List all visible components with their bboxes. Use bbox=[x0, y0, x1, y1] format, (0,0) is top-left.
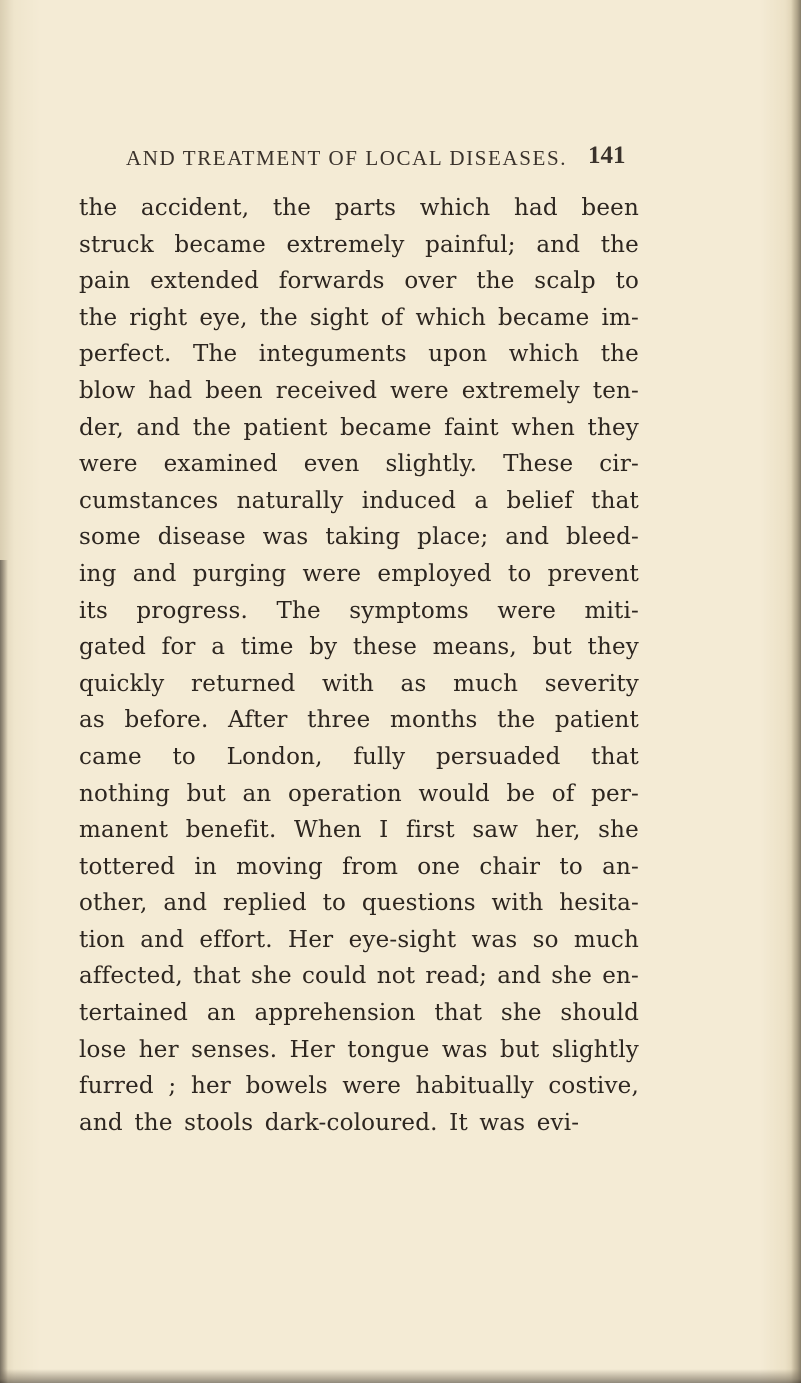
text-line: tottered in moving from one chair to an- bbox=[79, 853, 639, 880]
text-line: struck became extremely painful; and the bbox=[79, 231, 639, 258]
text-line: some disease was taking place; and bleed- bbox=[79, 524, 639, 551]
running-head: AND TREATMENT OF LOCAL DISEASES. bbox=[126, 146, 568, 170]
page-edge-shadow bbox=[791, 0, 801, 1383]
text-line: lose her senses. Her tongue was but slightly bbox=[79, 1036, 639, 1063]
body-text bbox=[79, 190, 639, 1141]
text-line: the right eye, the sight of which became im- bbox=[79, 304, 639, 331]
text-line: cumstances naturally induced a belief that bbox=[79, 487, 639, 514]
text-line: other, and replied to questions with hesita- bbox=[79, 890, 639, 917]
text-line: tertained an apprehension that she should bbox=[79, 1000, 639, 1027]
text-line: the accident, the parts which had been bbox=[79, 195, 639, 221]
text-line: were examined even slightly. These cir- bbox=[79, 451, 639, 478]
page-bottom-shadow bbox=[0, 1369, 801, 1383]
text-line: gated for a time by these means, but they bbox=[79, 634, 639, 661]
text-line: quickly returned with as much severity bbox=[79, 670, 639, 697]
text-line: perfect. The integuments upon which the bbox=[79, 341, 639, 368]
page-gutter-shadow bbox=[0, 560, 8, 1383]
text-line: der, and the patient became faint when they bbox=[79, 414, 639, 441]
text-line: and the stools dark-coloured. It was evi- bbox=[79, 1109, 580, 1136]
page-number: 141 bbox=[588, 142, 626, 169]
text-line: nothing but an operation would be of per- bbox=[79, 780, 639, 807]
text-line: ing and purging were employed to prevent bbox=[79, 560, 639, 587]
text-line: affected, that she could not read; and she en- bbox=[79, 963, 639, 990]
text-line: blow had been received were extremely ten- bbox=[79, 377, 639, 404]
text-line: manent benefit. When I first saw her, she bbox=[79, 817, 639, 844]
text-line: its progress. The symptoms were miti- bbox=[79, 597, 639, 624]
text-line: as before. After three months the patient bbox=[79, 707, 639, 734]
text-line: tion and effort. Her eye-sight was so much bbox=[79, 926, 639, 953]
text-line: pain extended forwards over the scalp to bbox=[79, 268, 639, 295]
text-line: furred ; her bowels were habitually costive, bbox=[79, 1073, 639, 1100]
text-line: came to London, fully persuaded that bbox=[79, 743, 639, 770]
